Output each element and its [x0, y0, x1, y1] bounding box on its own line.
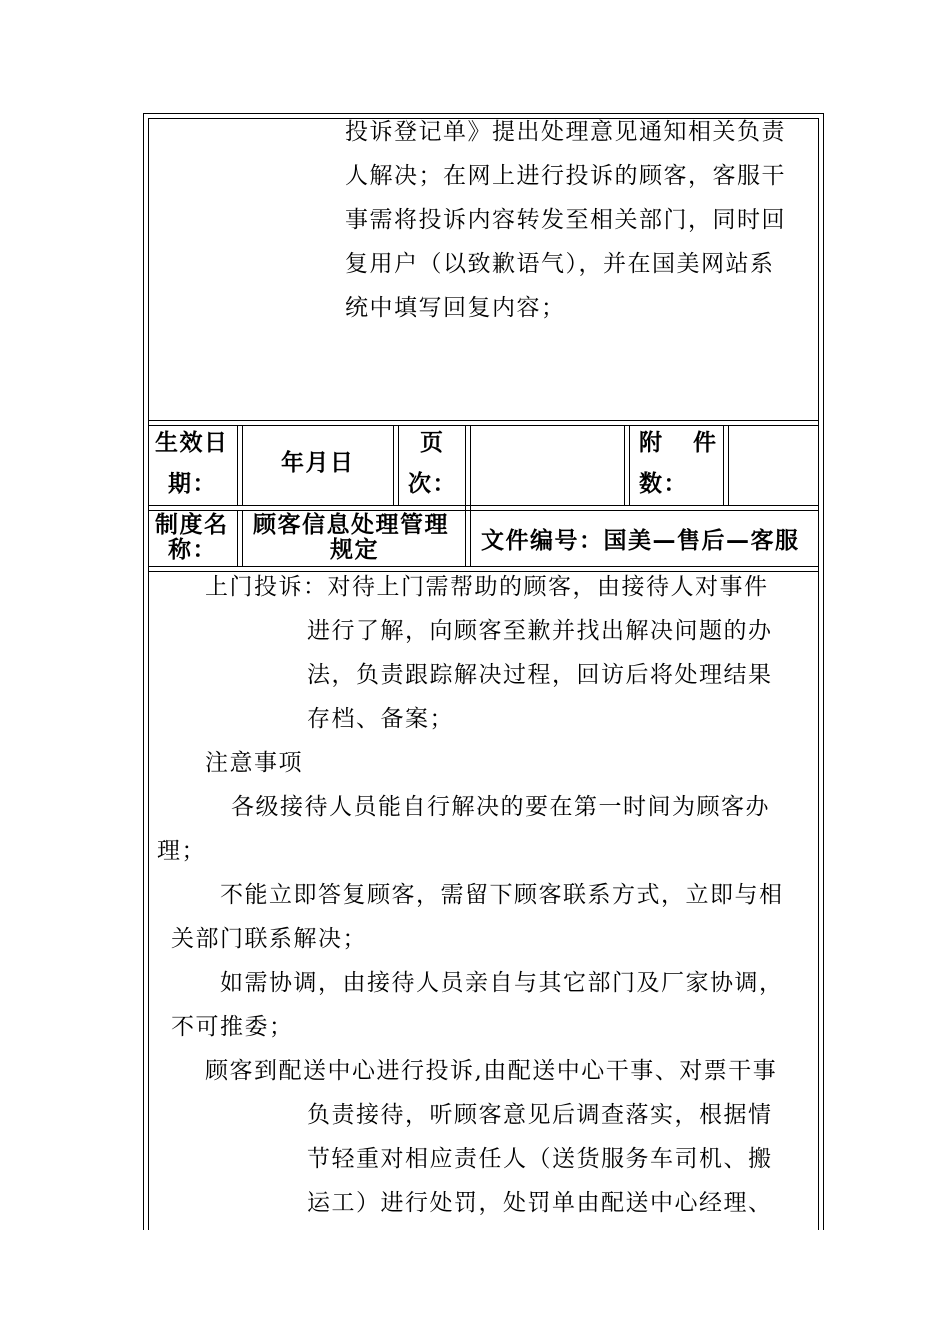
attachments-label-3: 数： [639, 471, 688, 497]
top-line: 投诉登记单》提出处理意见通知相关负责 [345, 119, 786, 145]
date-value: 年月日 [281, 450, 355, 476]
policy-name-value-2: 规定 [330, 537, 379, 563]
attachments-label: 附 [639, 430, 664, 456]
policy-name-label: 制度名 [155, 512, 229, 538]
top-line: 人解决；在网上进行投诉的顾客，客服干 [345, 163, 786, 189]
policy-name-value: 顾客信息处理管理 [253, 512, 449, 538]
body-line: 各级接待人员能自行解决的要在第一时间为顾客办 [231, 794, 770, 820]
body-line: 运工）进行处罚，处罚单由配送中心经理、 [307, 1190, 773, 1216]
body-line: 不可推委； [171, 1014, 294, 1040]
effective-date-label: 生效日 [155, 430, 229, 456]
body-line: 节轻重对相应责任人（送货服务车司机、搬 [307, 1146, 773, 1172]
body-line: 进行了解，向顾客至歉并找出解决问题的办 [307, 618, 773, 644]
body-line: 法，负责跟踪解决过程，回访后将处理结果 [307, 662, 773, 688]
body-line: 不能立即答复顾客，需留下顾客联系方式，立即与相 [220, 882, 784, 908]
body-line: 存档、备案； [307, 706, 454, 732]
body-line: 理； [157, 838, 206, 864]
file-number: 文件编号：国美—售后—客服 [481, 528, 800, 554]
attachments-label-2: 件 [693, 430, 718, 456]
policy-name-label-2: 称： [168, 537, 217, 563]
top-line: 统中填写回复内容； [345, 295, 566, 321]
page-label-2: 次： [408, 471, 457, 497]
effective-date-label-2: 期： [168, 471, 217, 497]
body-line: 上门投诉：对待上门需帮助的顾客，由接待人对事件 [205, 574, 769, 600]
page-label: 页 [420, 430, 445, 456]
body-line: 负责接待，听顾客意见后调查落实，根据情 [307, 1102, 773, 1128]
top-line: 事需将投诉内容转发至相关部门，同时回 [345, 207, 786, 233]
top-line: 复用户（以致歉语气），并在国美网站系 [345, 251, 775, 277]
body-line: 关部门联系解决； [171, 926, 367, 952]
body-line: 如需协调，由接待人员亲自与其它部门及厂家协调， [220, 970, 784, 996]
body-line: 注意事项 [205, 750, 303, 776]
body-line: 顾客到配送中心进行投诉,由配送中心干事、对票干事 [205, 1058, 778, 1084]
